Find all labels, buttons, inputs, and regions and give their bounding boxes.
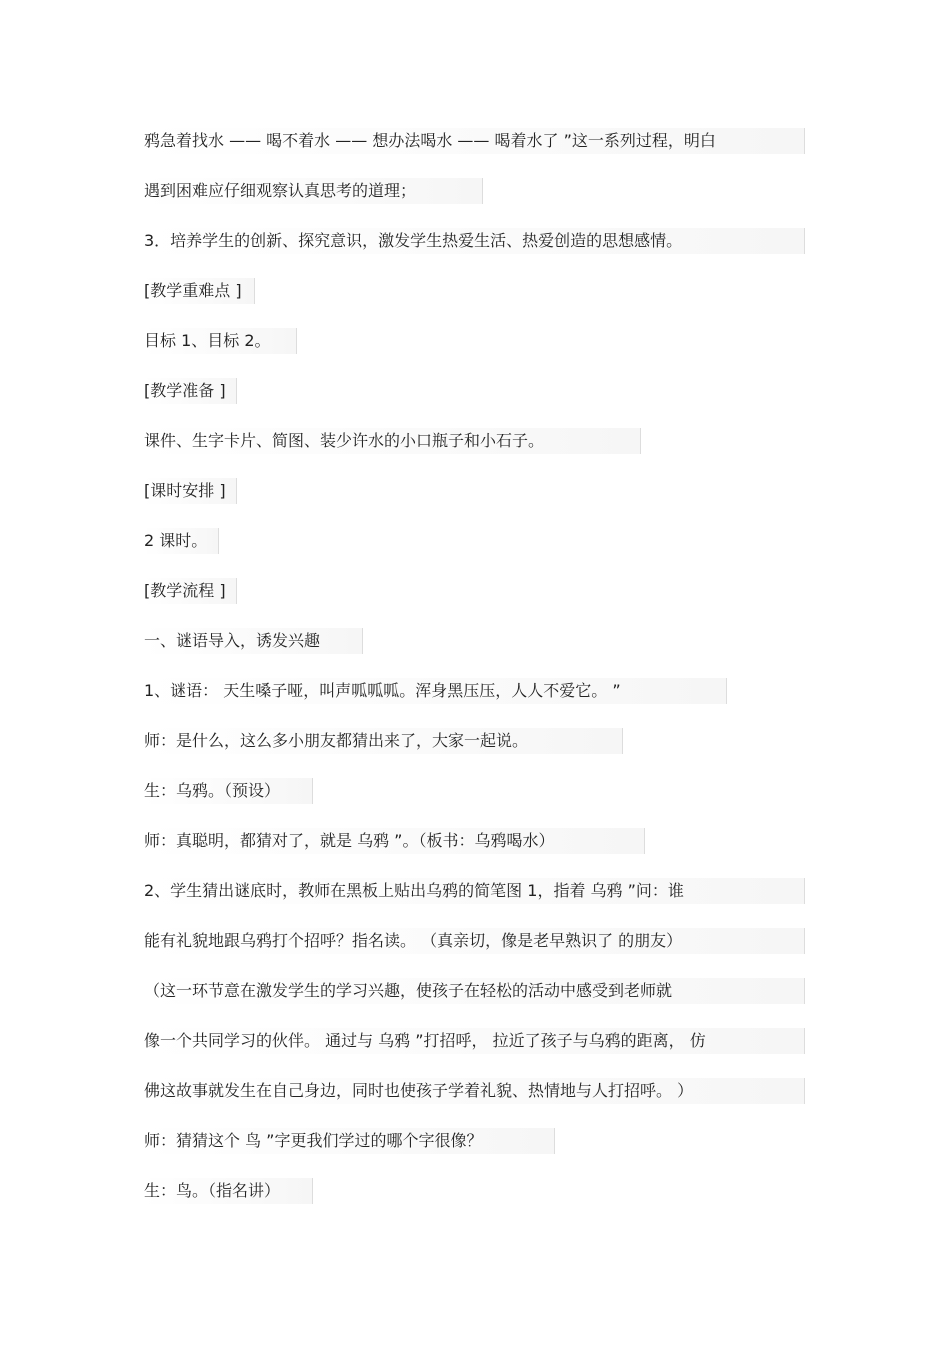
line-text: 1、谜语： 天生嗓子哑，叫声呱呱呱。浑身黑压压，人人不爱它。 ” [144,681,621,700]
line-text: [教学准备 ] [144,381,226,400]
line-text: 遇到困难应仔细观察认真思考的道理； [144,181,417,200]
text-line [144,1078,805,1104]
line-text: 师：真聪明，都猜对了，就是 乌鸦 ”。（板书：乌鸦喝水） [144,831,555,850]
text-line [144,128,805,154]
line-text: [教学重难点 ] [144,281,242,300]
text-line [144,1028,805,1054]
line-text: 目标 1、目标 2。 [144,331,271,350]
text-line [144,1178,313,1204]
line-text: 3．培养学生的创新、探究意识，激发学生热爱生活、热爱创造的思想感情。 [144,231,683,250]
line-text: 2、学生猜出谜底时，教师在黑板上贴出乌鸦的简笔图 1，指着 乌鸦 ”问：谁 [144,881,684,900]
line-text: 师：猜猜这个 鸟 ”字更我们学过的哪个字很像？ [144,1131,483,1150]
text-line [144,728,623,754]
line-text: 师：是什么，这么多小朋友都猜出来了，大家一起说。 [144,731,529,750]
text-line [144,978,805,1004]
text-line [144,878,805,904]
section-heading [144,478,237,504]
line-text: 佛这故事就发生在自己身边，同时也使孩子学着礼貌、热情地与人打招呼。 ） [144,1081,694,1100]
section-heading [144,378,237,404]
line-text: 一、谜语导入，诱发兴趣 [144,631,321,650]
line-text: 2 课时。 [144,531,208,550]
text-line [144,828,645,854]
text-line [144,528,219,554]
line-text: [教学流程 ] [144,581,226,600]
line-text: 生：乌鸦。（预设） [144,781,281,800]
line-text: 生：鸟。（指名讲） [144,1181,281,1200]
text-line [144,778,313,804]
section-heading [144,578,237,604]
text-line [144,228,805,254]
line-text: 鸦急着找水 —— 喝不着水 —— 想办法喝水 —— 喝着水了 ”这一系列过程，明白 [144,131,716,150]
text-line [144,678,727,704]
line-text: [课时安排 ] [144,481,226,500]
line-text: 像一个共同学习的伙伴。 通过与 乌鸦 ”打招呼， 拉近了孩子与乌鸦的距离， 仿 [144,1031,706,1050]
line-text: 能有礼貌地跟乌鸦打个招呼？指名读。 （真亲切，像是老早熟识了 的朋友） [144,931,683,950]
line-text: （这一环节意在激发学生的学习兴趣，使孩子在轻松的活动中感受到老师就 [144,981,673,1000]
text-line [144,178,483,204]
line-text: 课件、生字卡片、简图、装少许水的小口瓶子和小石子。 [144,431,545,450]
text-line [144,1128,555,1154]
text-line [144,928,805,954]
text-line [144,628,363,654]
text-line [144,328,297,354]
section-heading [144,278,255,304]
text-line [144,428,641,454]
